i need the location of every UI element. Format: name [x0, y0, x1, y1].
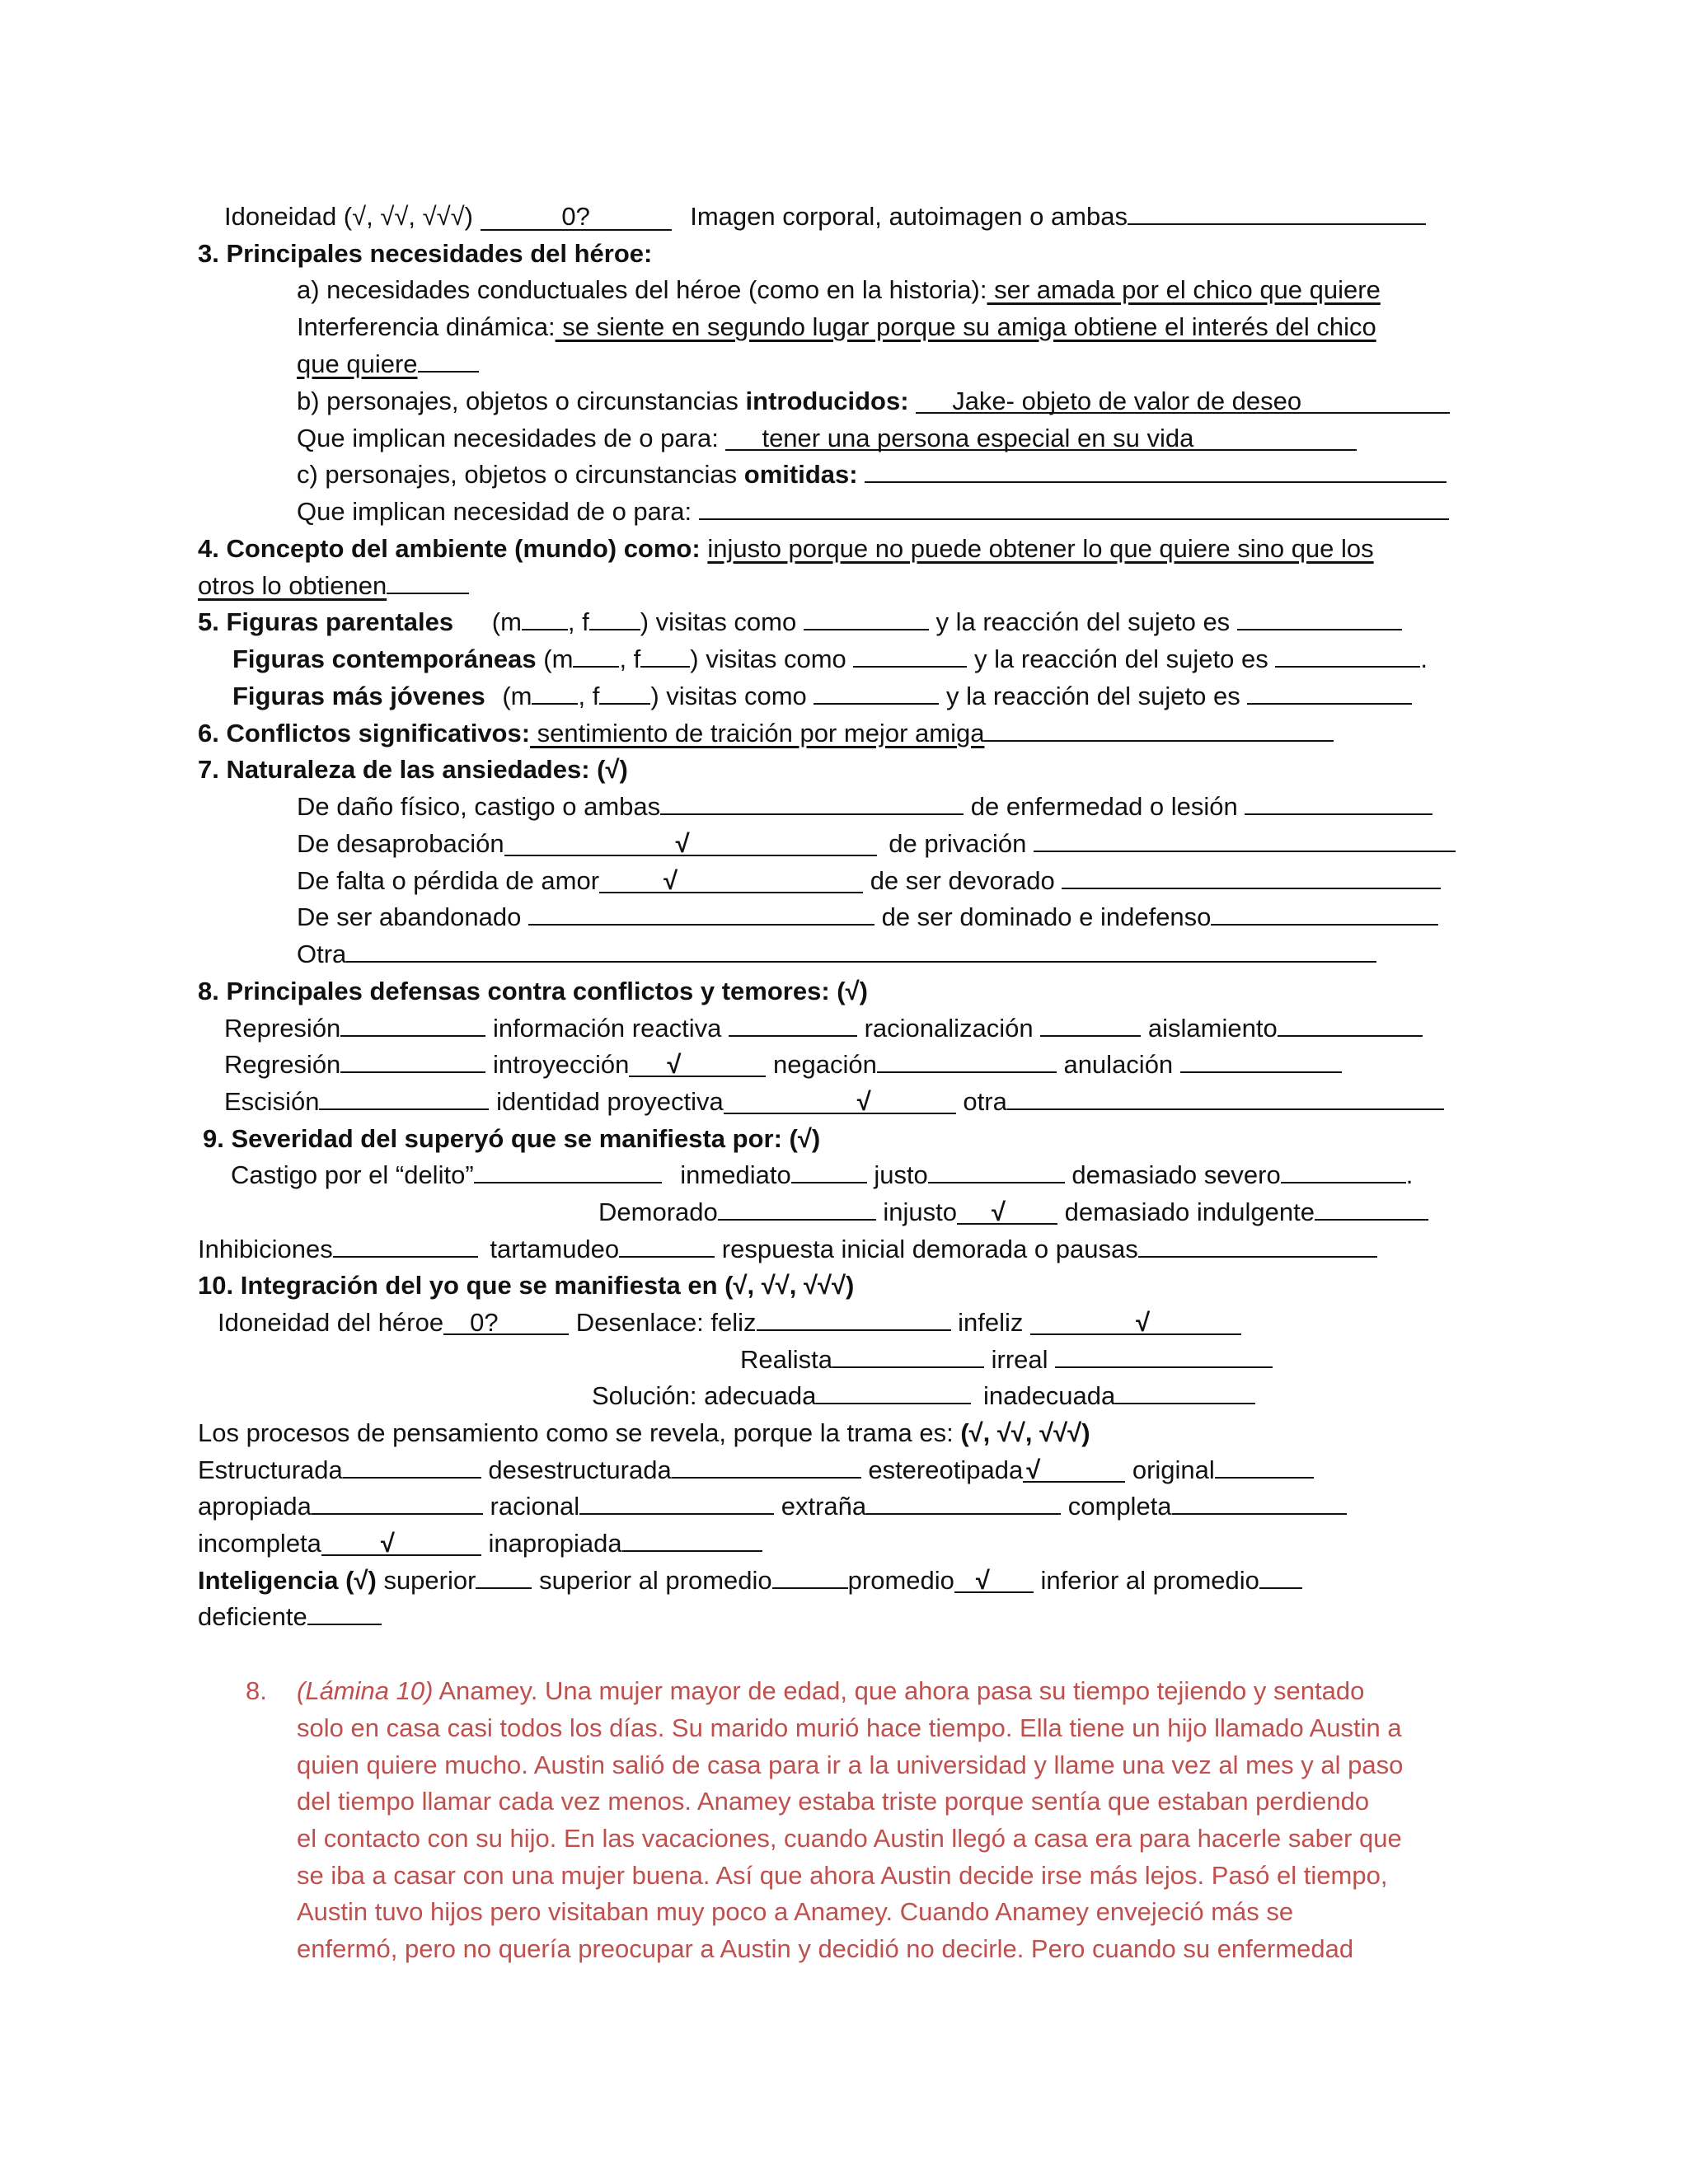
- story-line-8: enfermó, pero no quería preocupar a Austin y decidió no decirle. Pero cuando su enfermedad: [297, 1934, 1354, 1963]
- blank-line: [1278, 1010, 1423, 1037]
- story-line-6: se iba a casar con una mujer buena. Así que ahora Austin decide irse más lejos. Pasó el tiempo,: [297, 1861, 1388, 1890]
- plot-strange: extraña: [781, 1492, 867, 1521]
- section-10-title: 10. Integración del yo que se manifiesta en (√, √√, √√√): [198, 1271, 855, 1300]
- section-4-title: 4. Concepto del ambiente (mundo) como:: [198, 534, 701, 563]
- intelligence-superior: superior: [376, 1566, 476, 1595]
- defense-projective-identity: identidad proyectiva: [496, 1087, 724, 1116]
- defense-annulment: anulación: [1063, 1050, 1174, 1079]
- blank-line: [1245, 789, 1432, 815]
- section-4-row: [198, 531, 1374, 567]
- reaction-label: y la reacción del sujeto es: [946, 682, 1240, 710]
- blank-line: [1259, 1563, 1302, 1589]
- anxiety-physical-harm: De daño físico, castigo o ambas: [297, 792, 661, 821]
- defenses-row-2: [224, 1047, 1342, 1083]
- superego-punishment: Castigo por el “delito”: [231, 1160, 474, 1189]
- story-number: 8.: [246, 1676, 267, 1705]
- blank-line: [672, 1452, 861, 1479]
- section-4-value-2: otros lo obtienen: [198, 571, 387, 600]
- blank-line: [1211, 899, 1438, 926]
- intelligence-row-2: [198, 1599, 382, 1635]
- section-9-title: 9. Severidad del superyó que se manifiesta por: (√): [203, 1124, 821, 1153]
- implies-needs-row: [297, 420, 1357, 457]
- blank-line: [853, 641, 967, 668]
- blank-line: [928, 1157, 1065, 1183]
- blank-line: [532, 678, 578, 705]
- blank-line: [984, 715, 1334, 742]
- superego-fair: justo: [874, 1160, 928, 1189]
- story-line-7: Austin tuvo hijos pero visitaban muy poco a Anamey. Cuando Anamey envejeció más se: [297, 1897, 1294, 1926]
- superego-unfair-check: [957, 1197, 1057, 1226]
- blank-line: [1281, 1157, 1406, 1183]
- blank-line: [1247, 678, 1412, 705]
- plot-row-1: [198, 1452, 1314, 1488]
- dynamic-interference-value: se siente en segundo lugar porque su amiga obtiene el interés del chico: [555, 312, 1376, 341]
- blank-line: [528, 899, 874, 926]
- defense-denial: negación: [772, 1050, 877, 1079]
- blank-line: [729, 1010, 857, 1037]
- superego-inhibitions: Inhibiciones: [198, 1235, 333, 1263]
- hero-adequacy-label: Idoneidad del héroe: [218, 1308, 444, 1337]
- blank-line: [474, 1157, 662, 1183]
- blank-line: [1180, 1047, 1342, 1073]
- section-6-row: [198, 715, 1334, 752]
- check-mark: √: [667, 1050, 682, 1079]
- parental-figures-row: [198, 604, 1402, 640]
- needs-behavioral-row: [297, 272, 1381, 308]
- blank-line: [333, 1231, 478, 1258]
- story-line-1: [297, 1673, 1364, 1709]
- blank-line: [319, 1084, 489, 1110]
- story-text: Anamey. Una mujer mayor de edad, que ahora pasa su tiempo tejiendo y sentado: [433, 1676, 1365, 1705]
- defense-regression: Regresión: [224, 1050, 341, 1079]
- blank-line: [343, 1452, 481, 1479]
- dynamic-interference-label: Interferencia dinámica:: [297, 312, 556, 341]
- solution-adequate: Solución: adecuada: [592, 1381, 817, 1410]
- story-lamina: (Lámina 10): [297, 1676, 434, 1705]
- plot-structured: Estructurada: [198, 1455, 343, 1484]
- ego-row-3: [592, 1378, 1255, 1414]
- story-line-5: el contacto con su hijo. En las vacaciones, cuando Austin llegó a casa era para hacerle saber que: [297, 1824, 1402, 1853]
- dynamic-interference-row-2: [297, 346, 479, 382]
- needs-behavioral-value: ser amada por el chico que quiere: [987, 275, 1381, 304]
- anxiety-row-4: [297, 899, 1438, 935]
- blank-line: [1062, 863, 1441, 889]
- m-label: (m: [502, 682, 532, 710]
- defense-introjection-check: [629, 1052, 766, 1077]
- m-label: (m: [543, 644, 574, 673]
- intelligence-below-average: inferior al promedio: [1040, 1566, 1259, 1595]
- superego-stuttering: tartamudeo: [490, 1235, 620, 1263]
- imagen-corporal-label: Imagen corporal, autoimagen o ambas: [690, 202, 1128, 231]
- defense-splitting: Escisión: [224, 1087, 320, 1116]
- implies-need-row: [297, 494, 1449, 530]
- check-mark: √: [991, 1197, 1006, 1226]
- blank-line: [814, 678, 939, 705]
- intelligence-above-average: superior al promedio: [539, 1566, 772, 1595]
- contemporary-figures-label: Figuras contemporáneas: [232, 644, 537, 673]
- defense-rationalization: racionalización: [864, 1014, 1034, 1043]
- thought-process-row: [198, 1415, 1090, 1451]
- blank-line: [791, 1157, 867, 1183]
- defense-repression: Represión: [224, 1014, 341, 1043]
- blank-line: [640, 641, 690, 668]
- anxiety-deprivation: de privación: [889, 829, 1027, 858]
- period: .: [1405, 1160, 1414, 1189]
- anxiety-disapproval-check: [504, 829, 877, 858]
- blank-line: [619, 1231, 715, 1258]
- intelligence-row: [198, 1563, 1302, 1599]
- section-7-title: 7. Naturaleza de las ansiedades: (√): [198, 755, 628, 784]
- defense-introjection: introyección: [492, 1050, 630, 1079]
- plot-appropriate: apropiada: [198, 1492, 312, 1521]
- blank-line: [804, 604, 929, 630]
- reaction-label: y la reacción del sujeto es: [974, 644, 1268, 673]
- check-mark: √: [1136, 1308, 1151, 1337]
- plot-row-3: [198, 1526, 762, 1562]
- blank-line: [718, 1194, 876, 1221]
- younger-figures-row: [232, 678, 1412, 715]
- solution-inadequate: inadecuada: [982, 1381, 1116, 1410]
- period: .: [1420, 644, 1428, 673]
- check-mark: √: [975, 1566, 990, 1595]
- blank-line: [816, 1378, 971, 1404]
- visits-label: ) visitas como: [690, 644, 846, 673]
- blank-line: [1115, 1378, 1255, 1404]
- section-8-title: 8. Principales defensas contra conflictos y temores: (√): [198, 977, 868, 1005]
- section-4-row-2: [198, 568, 469, 604]
- parental-figures-label: 5. Figuras parentales: [198, 607, 454, 636]
- blank-line: [660, 789, 964, 815]
- implies-needs-label: Que implican necesidades de o para:: [297, 424, 719, 452]
- blank-line: [832, 1342, 984, 1368]
- f-label: , f: [619, 644, 641, 673]
- introduced-value: Jake- objeto de valor de deseo: [916, 389, 1450, 414]
- check-mark: √: [1026, 1455, 1041, 1484]
- reaction-label: y la reacción del sujeto es: [935, 607, 1231, 636]
- section-6-title: 6. Conflictos significativos:: [198, 719, 531, 748]
- defense-other: otra: [963, 1087, 1007, 1116]
- visits-label: ) visitas como: [650, 682, 807, 710]
- anxiety-abandoned: De ser abandonado: [297, 902, 522, 931]
- blank-line: [346, 936, 1376, 963]
- dynamic-interference-row: [297, 309, 1376, 345]
- defenses-row-1: [224, 1010, 1423, 1047]
- intelligence-label: Inteligencia (√): [198, 1566, 377, 1595]
- outcome-unreal: irreal: [991, 1345, 1048, 1374]
- blank-line: [866, 1488, 1061, 1515]
- blank-line: [589, 604, 640, 630]
- blank-line: [522, 604, 568, 630]
- anxiety-illness: de enfermedad o lesión: [970, 792, 1238, 821]
- blank-line: [1034, 826, 1456, 852]
- f-label: , f: [567, 607, 589, 636]
- blank-line: [622, 1526, 762, 1552]
- blank-line: [757, 1305, 951, 1331]
- needs-behavioral-label: a) necesidades conductuales del héroe (como en la historia):: [297, 275, 987, 304]
- outcome-realistic: Realista: [740, 1345, 832, 1374]
- blank-line: [1040, 1010, 1141, 1037]
- blank-line: [1055, 1342, 1273, 1368]
- blank-line: [599, 678, 650, 705]
- contemporary-figures-row: [232, 641, 1428, 677]
- outcome-unhappy: infeliz: [958, 1308, 1024, 1337]
- story-line-3: quien quiere mucho. Austin salió de casa para ir a la universidad y llame una vez al mes y al paso: [297, 1750, 1404, 1779]
- visits-label: ) visitas como: [640, 607, 797, 636]
- plot-complete: completa: [1067, 1492, 1172, 1521]
- omitted-label-bold: omitidas:: [743, 460, 858, 489]
- plot-incomplete: incompleta: [198, 1529, 321, 1558]
- blank-line: [1275, 641, 1420, 668]
- anxiety-row-2: [297, 826, 1456, 862]
- hero-adequacy-value: 0?: [443, 1310, 569, 1335]
- omitted-blank: [865, 457, 1447, 483]
- anxiety-row-3: [297, 863, 1441, 899]
- outcome-unhappy-check: [1030, 1310, 1241, 1335]
- anxiety-devoured: de ser devorado: [870, 866, 1055, 895]
- blank-line: [312, 1488, 483, 1515]
- defenses-row-3: [224, 1084, 1444, 1120]
- omitted-row: [297, 457, 1447, 493]
- section-3-title: 3. Principales necesidades del héroe:: [198, 239, 653, 268]
- implies-need-blank: [699, 494, 1449, 520]
- idoneidad-value: 0?: [481, 204, 672, 231]
- story-line-4: del tiempo llamar cada vez menos. Anamey estaba triste porque sentía que estaban perdiendo: [297, 1787, 1370, 1816]
- blank-line: [772, 1563, 848, 1589]
- introduced-label: b) personajes, objetos o circunstancias: [297, 387, 746, 415]
- defense-reactive-info: información reactiva: [492, 1014, 722, 1043]
- plot-inappropriate: inapropiada: [488, 1529, 622, 1558]
- plot-row-2: [198, 1488, 1347, 1525]
- dynamic-interference-value-2: que quiere: [297, 349, 418, 378]
- blank-line: [1172, 1488, 1347, 1515]
- plot-rational: racional: [490, 1492, 580, 1521]
- intelligence-deficient: deficiente: [198, 1602, 307, 1631]
- check-mark: √: [856, 1087, 871, 1116]
- intelligence-average-check: [954, 1568, 1034, 1593]
- blank-line: [1007, 1084, 1444, 1110]
- implies-need-label: Que implican necesidad de o para:: [297, 497, 692, 526]
- superego-too-severe: demasiado severo: [1071, 1160, 1281, 1189]
- superego-delayed: Demorado: [598, 1197, 718, 1226]
- imagen-corporal-blank: [1128, 199, 1426, 225]
- outcome-happy: Desenlace: feliz: [575, 1308, 757, 1337]
- superego-row-1: [231, 1157, 1413, 1193]
- implies-needs-value: tener una persona especial en su vida: [725, 426, 1357, 451]
- ego-row-1: [218, 1305, 1241, 1341]
- omitted-label: c) personajes, objetos o circunstancias: [297, 460, 744, 489]
- introduced-row: [297, 383, 1450, 419]
- blank-line: [1138, 1231, 1377, 1258]
- superego-row-2: [598, 1194, 1428, 1230]
- introduced-label-bold: introducidos:: [745, 387, 909, 415]
- blank-line: [476, 1563, 532, 1589]
- anxiety-love-loss: De falta o pérdida de amor: [297, 866, 600, 895]
- thought-process-label: Los procesos de pensamiento como se revela, porque la trama es:: [198, 1418, 961, 1447]
- intelligence-average: promedio: [847, 1566, 954, 1595]
- check-mark: √: [663, 866, 678, 895]
- section-6-value: sentimiento de traición por mejor amiga: [530, 719, 985, 748]
- blank-line: [579, 1488, 774, 1515]
- plot-incomplete-check: [321, 1531, 481, 1556]
- plot-stereotyped: estereotipada: [868, 1455, 1024, 1484]
- blank-line: [1315, 1194, 1428, 1221]
- blank-line: [877, 1047, 1057, 1073]
- anxiety-other: Otra: [297, 940, 347, 968]
- story-line-2: solo en casa casi todos los días. Su marido murió hace tiempo. Ella tiene un hijo llamado Austin a: [297, 1713, 1402, 1742]
- m-label: (m: [491, 607, 522, 636]
- superego-row-3: [198, 1231, 1377, 1268]
- anxiety-dominated: de ser dominado e indefenso: [881, 902, 1212, 931]
- anxiety-row-5: [297, 936, 1376, 972]
- thought-process-scale: (√, √√, √√√): [960, 1418, 1090, 1447]
- anxiety-row-1: [297, 789, 1432, 825]
- section-4-value: injusto porque no puede obtener lo que quiere sino que los: [707, 534, 1374, 563]
- blank-line: [418, 346, 479, 373]
- blank-line: [340, 1047, 485, 1073]
- plot-unstructured: desestructurada: [488, 1455, 672, 1484]
- blank-line: [573, 641, 619, 668]
- superego-unfair: injusto: [883, 1197, 957, 1226]
- blank-line: [307, 1599, 382, 1625]
- anxiety-love-loss-check: [599, 866, 863, 895]
- defense-projective-identity-check: [724, 1087, 956, 1116]
- ego-row-2: [740, 1342, 1273, 1378]
- defense-isolation: aislamiento: [1147, 1014, 1278, 1043]
- anxiety-disapproval: De desaprobación: [297, 829, 504, 858]
- check-mark: √: [380, 1529, 395, 1558]
- f-label: , f: [578, 682, 600, 710]
- blank-line: [340, 1010, 485, 1037]
- idoneidad-label: Idoneidad (√, √√, √√√): [224, 202, 473, 231]
- blank-line: [387, 568, 469, 594]
- check-mark: √: [675, 829, 690, 858]
- idoneidad-row: [224, 199, 1426, 235]
- younger-figures-label: Figuras más jóvenes: [232, 682, 485, 710]
- blank-line: [1215, 1452, 1314, 1479]
- superego-delayed-response: respuesta inicial demorada o pausas: [721, 1235, 1138, 1263]
- superego-too-indulgent: demasiado indulgente: [1064, 1197, 1315, 1226]
- plot-stereotyped-check: [1023, 1455, 1125, 1484]
- plot-original: original: [1132, 1455, 1215, 1484]
- blank-line: [1237, 604, 1402, 630]
- superego-immediate: inmediato: [680, 1160, 791, 1189]
